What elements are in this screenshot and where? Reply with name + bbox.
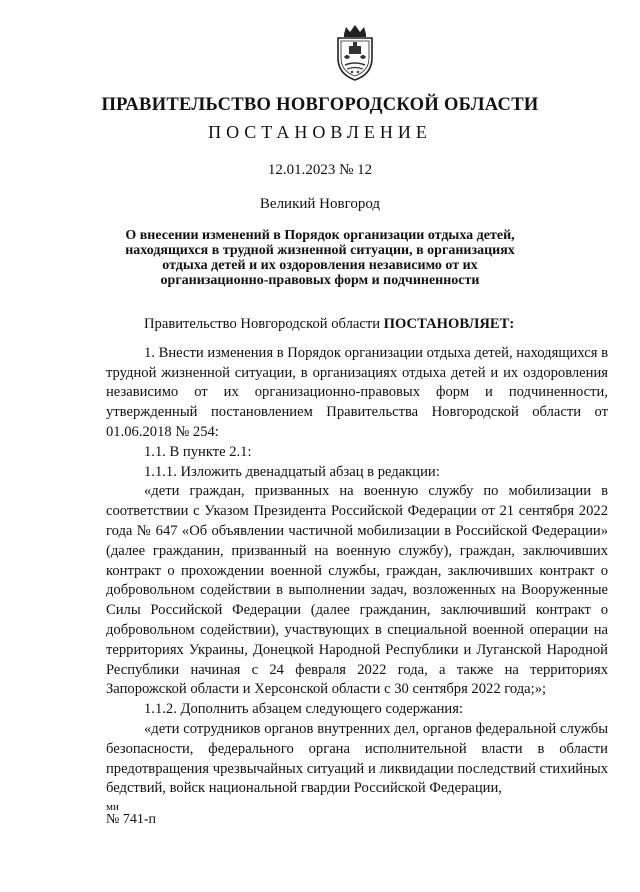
document-subject: О внесении изменений в Порядок организации отдыха детей, находящихся в трудной жизненной ситуации, в организациях отдыха детей и их оздоровления независимо от их организационно-правовых форм и подчиненности	[125, 228, 515, 288]
resolution-intro: Правительство Новгородской области	[144, 316, 384, 332]
document-body	[106, 315, 608, 799]
resolution-line	[106, 315, 608, 335]
paragraph-1-1-2: 1.1.2. Дополнить абзацем следующего содержания:	[144, 701, 464, 718]
document-city: Великий Новгород	[259, 196, 381, 212]
document-date-number: 12.01.2023 № 12	[267, 162, 373, 178]
coat-of-arms-emblem	[332, 24, 378, 82]
paragraph-quote-1: «дети граждан, призванных на военную службу по мобилизации в соответствии с Указом Президента Российской Федерации от 21 сентября 2022 года № 647 «Об объявлении частичной мобилизации в Российской Федерации» (далее гражданин, призванный на военную службу), граждан, заключивших контракт о прохождении военной службы, граждан, заключивших контракт о добровольном содействии в выполнении задач, возложенных на Вооруженные Силы Российской Федерации (далее гражданин, заключивший контракт о добровольном содействии), участвующих в специальной военной операции на территориях Украины, Донецкой Народной Республики и Луганской Народной Республики начиная с 24 февраля 2022 года, а также на территориях Запорожской области и Херсонской области с 30 сентября 2022 года;»;	[106, 483, 608, 698]
government-title: ПРАВИТЕЛЬСТВО НОВГОРОДСКОЙ ОБЛАСТИ	[101, 95, 539, 115]
document-type: ПОСТАНОВЛЕНИЕ	[208, 122, 432, 142]
paragraph-1-1: 1.1. В пункте 2.1:	[144, 443, 252, 460]
page-tail-fragment: ми	[106, 801, 119, 813]
paragraph-quote-2: «дети сотрудников органов внутренних дел, органов федеральной службы безопасности, федерального органа исполнительной власти в области предотвращения чрезвычайных ситуаций и ликвидации последствий стихийных бедствий, войск национальной гвардии Российской Федерации,	[106, 720, 608, 797]
resolution-keyword: ПОСТАНОВЛЯЕТ:	[383, 316, 515, 332]
paragraph-1: 1. Внести изменения в Порядок организации отдыха детей, находящихся в трудной жизненной ситуации, в организациях отдыха детей и их оздоровления независимо от их организационно-правовых форм и подчиненности, утвержденный постановлением Правительства Новгородской области от 01.06.2018 № 254:	[106, 344, 608, 440]
footer-document-number: № 741-п	[106, 812, 157, 827]
paragraph-1-1-1: 1.1.1. Изложить двенадцатый абзац в редакции:	[144, 463, 440, 480]
